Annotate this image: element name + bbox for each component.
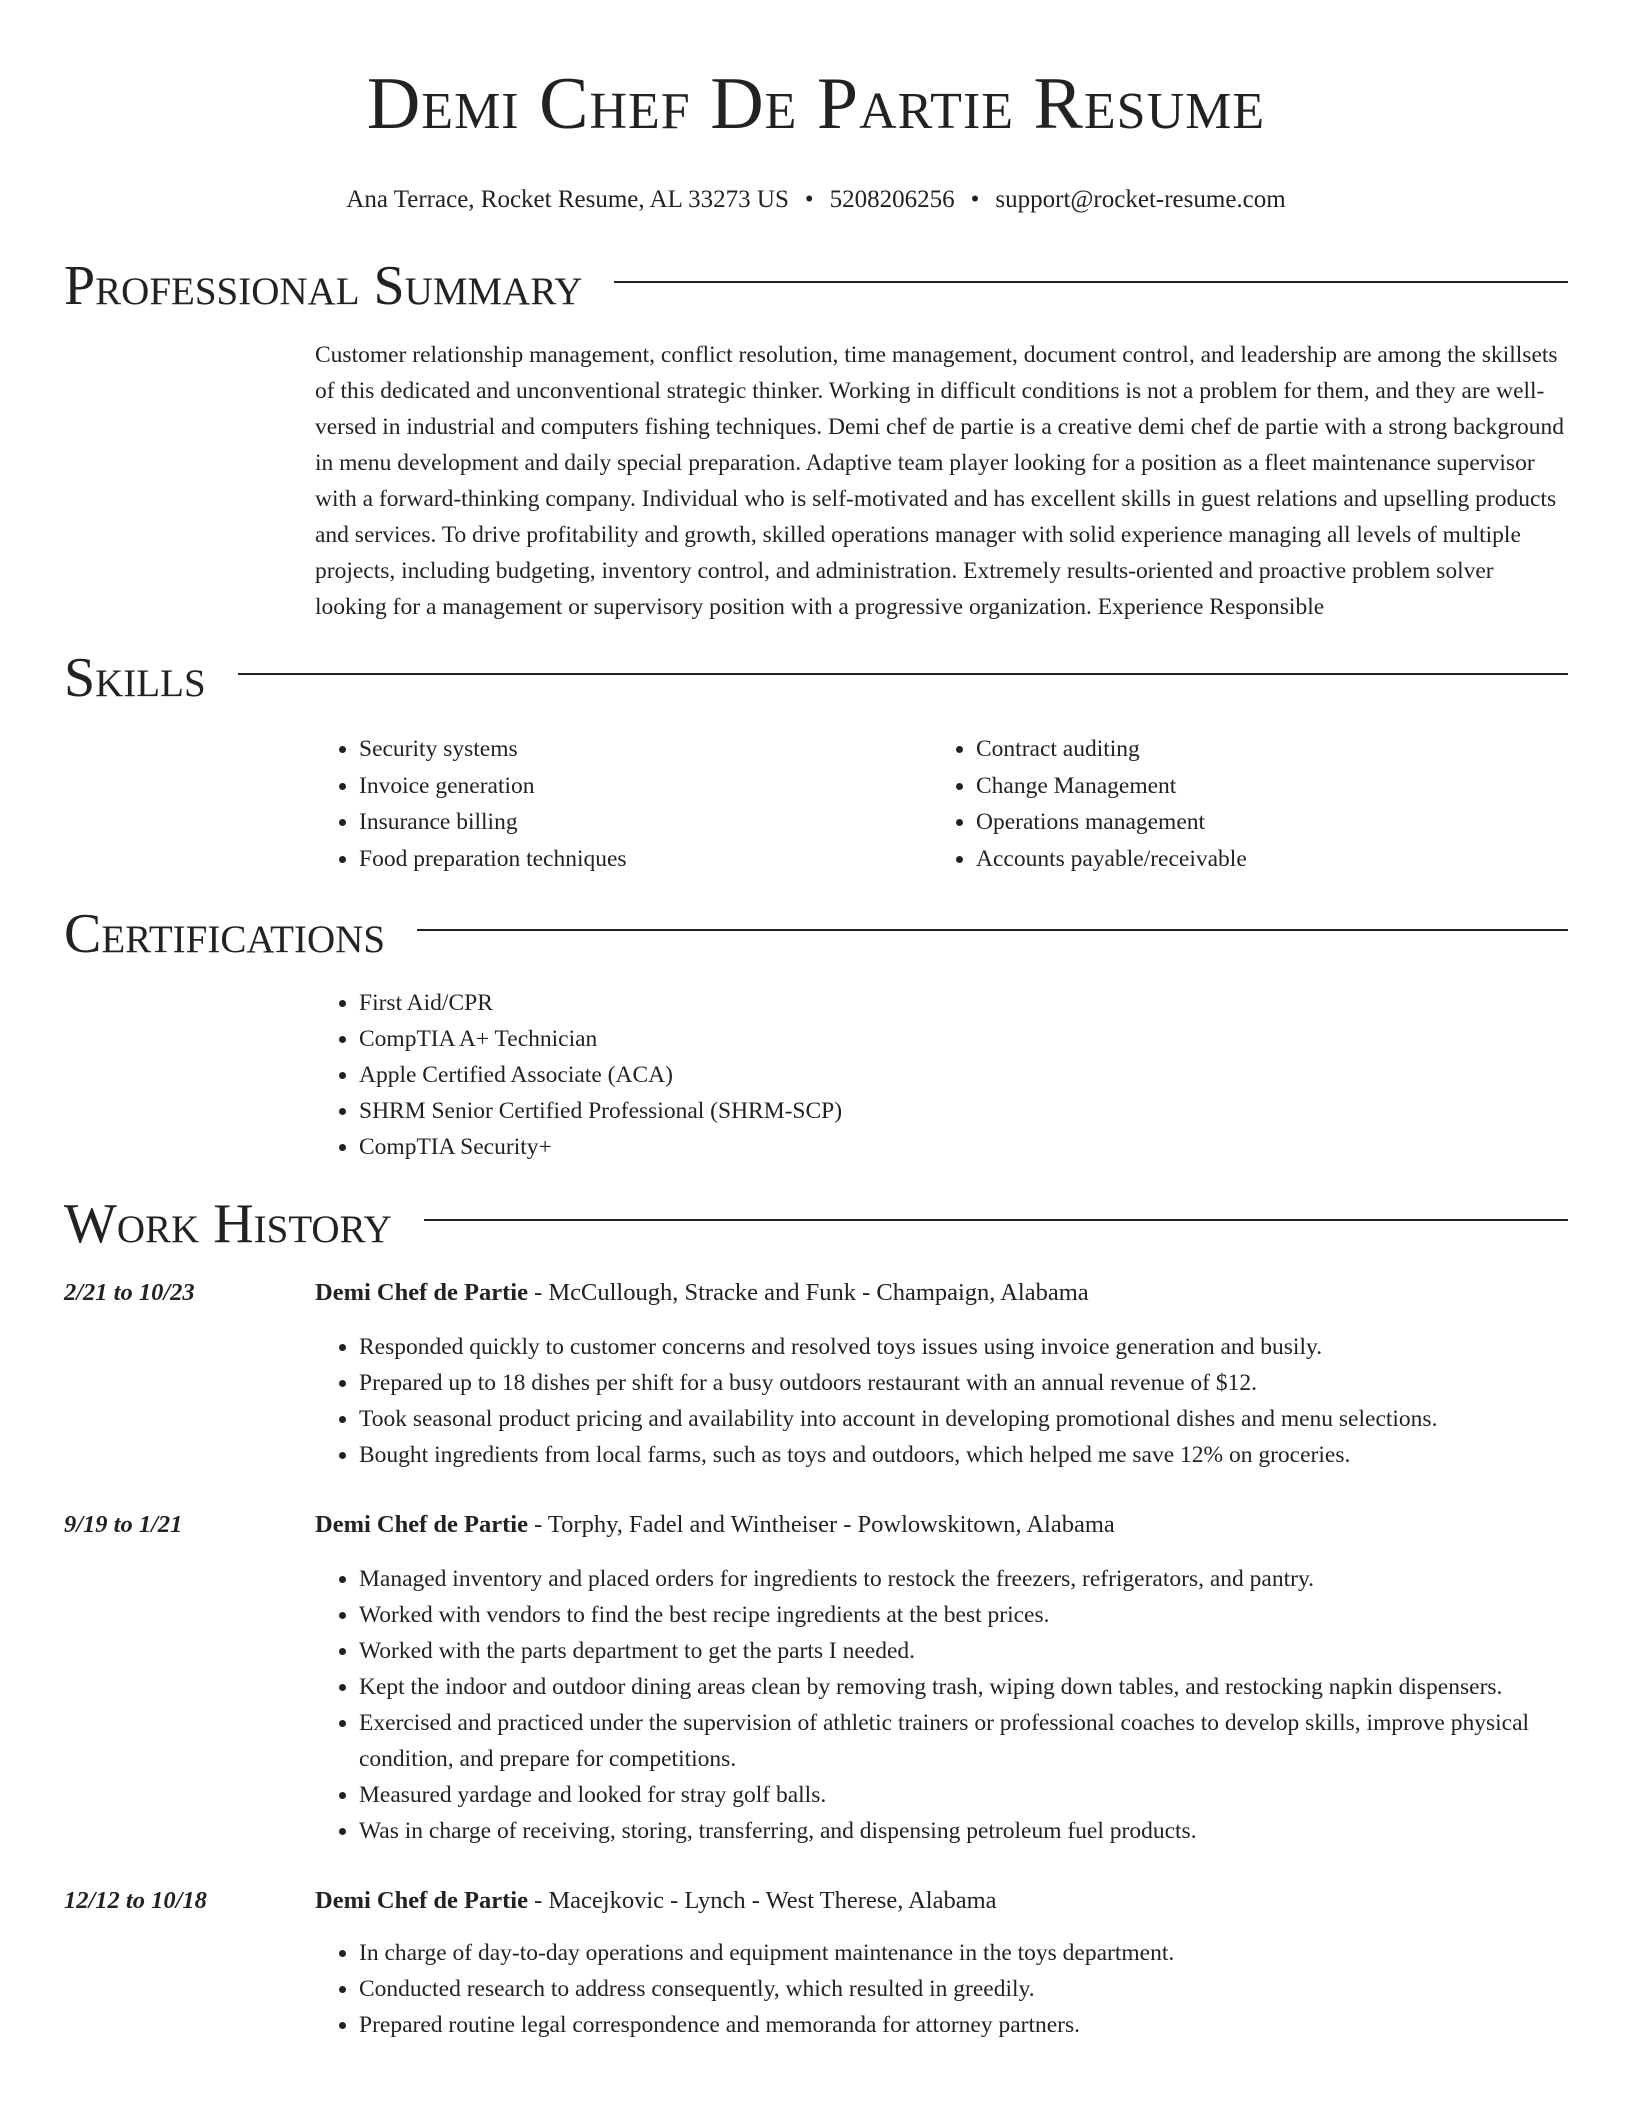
section-rule	[238, 673, 1568, 675]
resume-title: Demi Chef De Partie Resume	[366, 63, 1266, 145]
job-duty-item: • Responded quickly to customer concerns and resolved toys issues using invoice generation and busily.	[359, 1329, 1568, 1365]
job-dates: 2/21 to 10/23	[64, 1279, 195, 1306]
certifications-list	[315, 985, 1568, 1165]
job-header	[64, 1507, 1568, 1543]
skills-list	[315, 731, 1568, 877]
job-heading-line	[315, 1507, 1115, 1543]
skill-item: • Operations management	[976, 804, 1549, 841]
skill-item: • Security systems	[359, 731, 932, 768]
contact-email: support@rocket-resume.com	[995, 186, 1286, 213]
contact-phone: 5208206256	[829, 186, 955, 213]
job-duty-item: • Took seasonal product pricing and availability into account in developing promotional dishes and menu selections.	[359, 1401, 1568, 1437]
skill-item: • Food preparation techniques	[359, 841, 932, 878]
job-duty-item: • Prepared routine legal correspondence and memoranda for attorney partners.	[359, 2007, 1568, 2043]
contact-separator: •	[804, 186, 814, 213]
job-heading-line	[315, 1275, 1089, 1311]
work-history-heading-text: Work History	[64, 1193, 392, 1255]
job-dates: 9/19 to 1/21	[64, 1511, 183, 1538]
job-duty-item: • Worked with vendors to find the best recipe ingredients at the best prices.	[359, 1597, 1568, 1633]
job-duty-item: • Conducted research to address consequently, which resulted in greedily.	[359, 1971, 1568, 2007]
summary-section-heading	[64, 251, 1568, 321]
job-duty-item: • Worked with the parts department to get the parts I needed.	[359, 1633, 1568, 1669]
job-duty-item: • Was in charge of receiving, storing, transferring, and dispensing petroleum fuel products.	[359, 1813, 1568, 1849]
summary-text: Customer relationship management, conflict resolution, time management, document control, and leadership are among the skillsets of this dedicated and unconventional strategic thinker. Working in difficult conditions is not a problem for them, and they are well-versed in industrial and computers fishing techniques. Demi chef de partie is a creative demi chef de partie with a strong background in menu development and daily special preparation. Adaptive team player looking for a position as a fleet maintenance supervisor with a forward-thinking company. Individual who is self-motivated and has excellent skills in guest relations and upselling products and services. To drive profitability and growth, skilled operations manager with solid experience managing all levels of multiple projects, including budgeting, inventory control, and administration. Extremely results-oriented and proactive problem solver looking for a management or supervisory position with a progressive organization. Experience Responsible	[315, 342, 1564, 620]
contact-line	[64, 184, 1568, 216]
section-rule	[424, 1219, 1568, 1221]
job-heading-line	[315, 1883, 997, 1919]
summary-heading-text: Professional Summary	[64, 255, 583, 317]
job-dates: 12/12 to 10/18	[64, 1887, 207, 1914]
certification-item: • Apple Certified Associate (ACA)	[359, 1057, 1568, 1093]
skill-item: • Invoice generation	[359, 768, 932, 805]
job-duties	[315, 1561, 1568, 1849]
job-title: Demi Chef de Partie	[315, 1511, 528, 1538]
job-title: Demi Chef de Partie	[315, 1887, 528, 1914]
job-duty-item: • Managed inventory and placed orders for ingredients to restock the freezers, refrigerators, and pantry.	[359, 1561, 1568, 1597]
contact-separator: •	[970, 186, 980, 213]
job-entry	[64, 1275, 1568, 1473]
job-duty-item: • Exercised and practiced under the supervision of athletic trainers or professional coaches to develop skills, improve physical condition, and prepare for competitions.	[359, 1705, 1568, 1777]
skills-heading-text: Skills	[64, 647, 206, 709]
job-duties	[315, 1329, 1568, 1473]
skills-column-right	[932, 731, 1549, 877]
job-header	[64, 1883, 1568, 1919]
certifications-heading-text: Certifications	[64, 903, 386, 965]
job-employer-location: - Macejkovic - Lynch - West Therese, Alabama	[527, 1887, 997, 1914]
job-employer-location: - Torphy, Fadel and Wintheiser - Powlowskitown, Alabama	[527, 1511, 1115, 1538]
skill-item: • Change Management	[976, 768, 1549, 805]
section-rule	[417, 929, 1568, 931]
job-duty-item: • Bought ingredients from local farms, such as toys and outdoors, which helped me save 12% on groceries.	[359, 1437, 1568, 1473]
skill-item: • Insurance billing	[359, 804, 932, 841]
job-employer-location: - McCullough, Stracke and Funk - Champaign, Alabama	[527, 1279, 1089, 1306]
section-rule	[614, 281, 1568, 283]
skills-section-heading	[64, 643, 1568, 713]
summary-body	[315, 337, 1568, 625]
contact-address: Ana Terrace, Rocket Resume, AL 33273 US	[346, 186, 789, 213]
certification-item: • CompTIA A+ Technician	[359, 1021, 1568, 1057]
skill-item: • Contract auditing	[976, 731, 1549, 768]
job-entry	[64, 1883, 1568, 2043]
certification-item: • CompTIA Security+	[359, 1129, 1568, 1165]
work-history-section-heading	[64, 1189, 1568, 1259]
job-title: Demi Chef de Partie	[315, 1279, 528, 1306]
certifications-section-heading	[64, 899, 1568, 969]
skills-column-left	[315, 731, 932, 877]
job-entry	[64, 1507, 1568, 1849]
job-duty-item: • In charge of day-to-day operations and equipment maintenance in the toys department.	[359, 1935, 1568, 1971]
job-header	[64, 1275, 1568, 1311]
job-duty-item: • Kept the indoor and outdoor dining areas clean by removing trash, wiping down tables, and restocking napkin dispensers.	[359, 1669, 1568, 1705]
job-duty-item: • Prepared up to 18 dishes per shift for a busy outdoors restaurant with an annual revenue of $12.	[359, 1365, 1568, 1401]
job-duties	[315, 1935, 1568, 2043]
certification-item: • First Aid/CPR	[359, 985, 1568, 1021]
skill-item: • Accounts payable/receivable	[976, 841, 1549, 878]
job-duty-item: • Measured yardage and looked for stray golf balls.	[359, 1777, 1568, 1813]
certification-item: • SHRM Senior Certified Professional (SHRM-SCP)	[359, 1093, 1568, 1129]
